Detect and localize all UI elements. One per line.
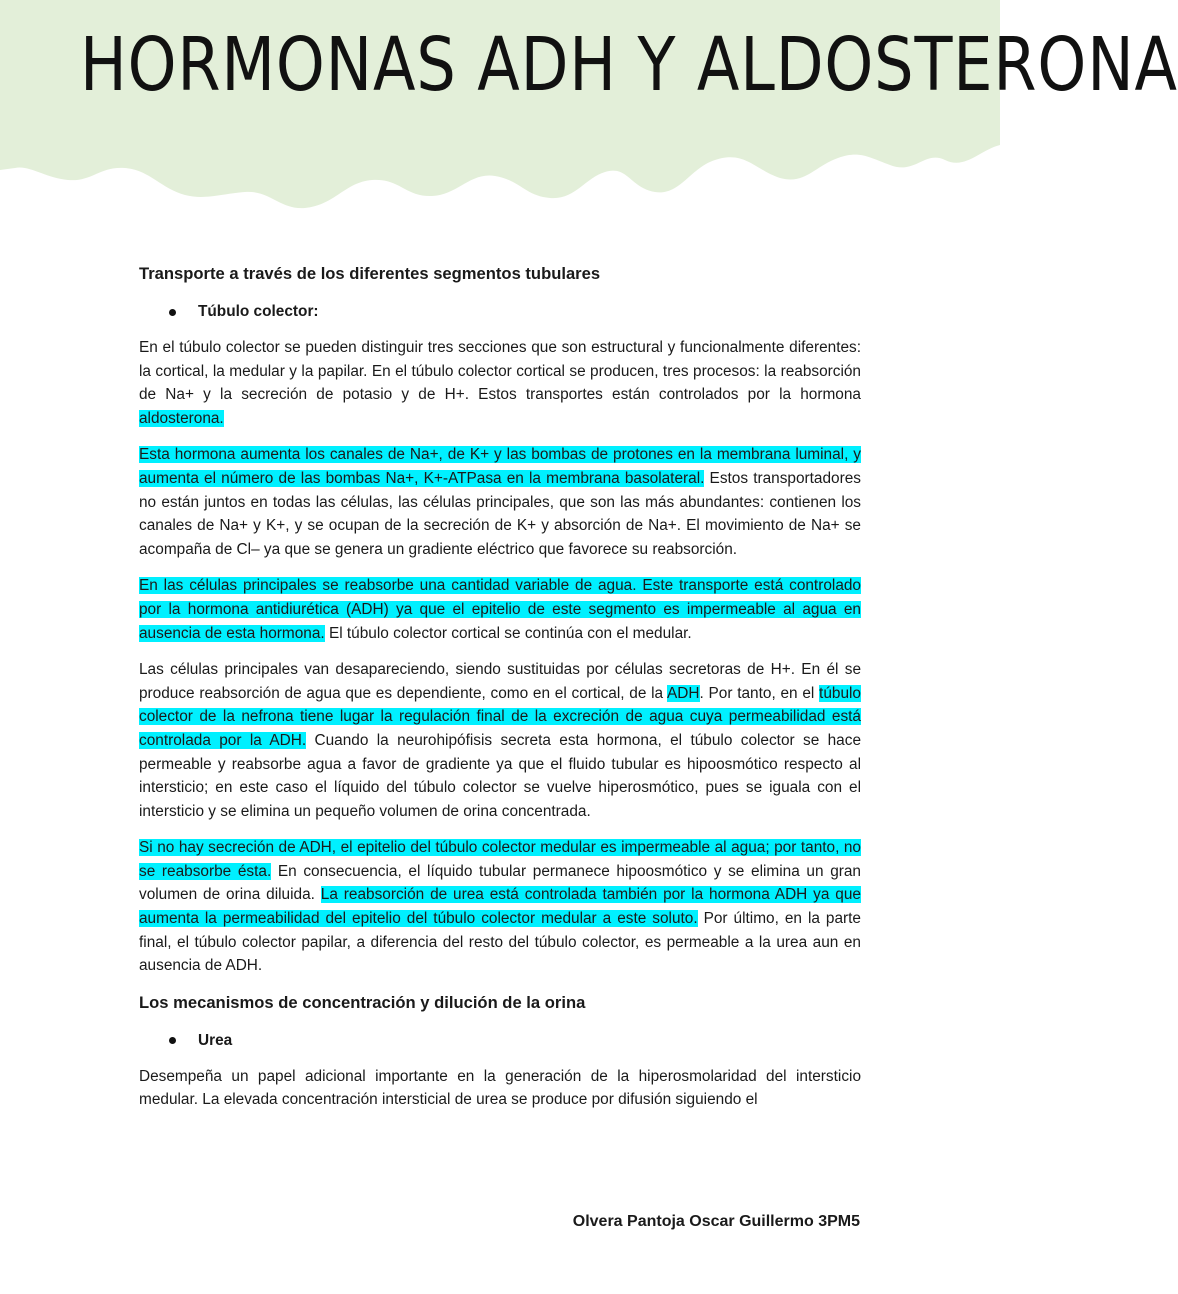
paragraph-4-text-c: Cuando la neurohipófisis secreta esta hormona, el túbulo colector se hace permeable y reabsorbe agua a favor de gradiente ya que el fluido tubular es hipoosmótico respecto al intersticio; en este caso el líquido del túbulo colector se vuelve hiperosmótico, pues se iguala con el intersticio y se elimina un pequeño volumen de orina concentrada. — [139, 731, 861, 820]
highlight-adh-control: En las células principales se reabsorbe una cantidad variable de agua. Este transporte está controlado por la hormona antidiurética (ADH) ya que el epitelio de este segmento es impermeable al agua en ausencia de esta hormona. — [139, 577, 861, 642]
paragraph-3 — [139, 574, 861, 645]
bullet-label: Túbulo colector: — [198, 303, 319, 320]
paragraph-4 — [139, 658, 861, 823]
paragraph-6: Desempeña un papel adicional importante en la generación de la hiperosmolaridad del intersticio medular. La elevada concentración intersticial de urea se produce por difusión siguiendo el — [139, 1067, 861, 1109]
paragraph-1-text: En el túbulo colector se pueden distinguir tres secciones que son estructural y funcionalmente diferentes: la cortical, la medular y la papilar. En el túbulo colector cortical se producen, tres procesos: la reabsorción de Na+ y la secreción de potasio y de H+. Estos transportes están controlados por la hormona — [139, 339, 861, 404]
highlight-urea: La reabsorción de urea está controlada también por la hormona ADH ya que aumenta la permeabilidad del epitelio del túbulo colector medular a este soluto. — [139, 886, 861, 928]
page-title: HORMONAS ADH Y ALDOSTERONA — [80, 22, 1178, 108]
highlight-hormone-effect: Esta hormona aumenta los canales de Na+, de K+ y las bombas de protones en la membrana luminal, y aumenta el número de las bombas Na+, K+-ATPasa en la membrana basolateral. — [139, 446, 861, 487]
highlight-adh: ADH — [667, 684, 700, 702]
highlight-aldosterona: aldosterona. — [139, 409, 224, 427]
paragraph-4-text-b: . Por tanto, en el — [699, 684, 820, 702]
paragraph-5 — [139, 836, 861, 978]
section-heading-transport: Transporte a través de los diferentes segmentos tubulares — [139, 264, 601, 283]
bullet-urea — [169, 1029, 861, 1053]
header-banner — [0, 0, 1178, 230]
bullet-label: Urea — [198, 1031, 233, 1049]
highlight-no-adh: Si no hay secreción de ADH, el epitelio del túbulo colector medular es impermeable al agua; por tanto, no se reabsorbe ésta. — [139, 839, 861, 880]
bullet-dot-icon — [169, 1037, 176, 1044]
paragraph-2-text: Estos transportadores no están juntos en todas las células, las células principales, que son las más abundantes: contienen los canales de Na+ y K+, y se ocupan de la secreción de K+ y absorción de Na+. El movimiento de Na+ se acompaña de Cl– ya que se genera un gradiente eléctrico que favorece su reabsorción. — [139, 469, 861, 558]
highlight-final-regulation: túbulo colector de la nefrona tiene lugar la regulación final de la excreción de agua cuya permeabilidad está controlada por la ADH. — [139, 684, 861, 749]
paragraph-5-text-b: Por último, en la parte final, el túbulo colector papilar, a diferencia del resto del túbulo colector, es permeable a la urea aun en ausencia de ADH. — [139, 910, 861, 975]
bullet-tubulo-colector — [169, 300, 861, 324]
paragraph-4-text-a: Las células principales van desapareciendo, siendo sustituidas por células secretoras de H+. En él se produce reabsorción de agua que es dependiente, como en el cortical, de la — [139, 661, 861, 702]
paragraph-5-text-a: En consecuencia, el líquido tubular permanece hipoosmótico y se elimina un gran volumen de orina diluida. — [139, 862, 861, 904]
paragraph-2 — [139, 443, 861, 561]
author-footer: Olvera Pantoja Oscar Guillermo 3PM5 — [572, 1213, 860, 1230]
paragraph-1 — [139, 336, 861, 430]
bullet-dot-icon — [169, 309, 176, 316]
document-body — [139, 262, 861, 1125]
section-heading-mechanisms: Los mecanismos de concentración y dilución de la orina — [139, 992, 586, 1012]
paragraph-3-text: El túbulo colector cortical se continúa con el medular. — [324, 624, 692, 642]
